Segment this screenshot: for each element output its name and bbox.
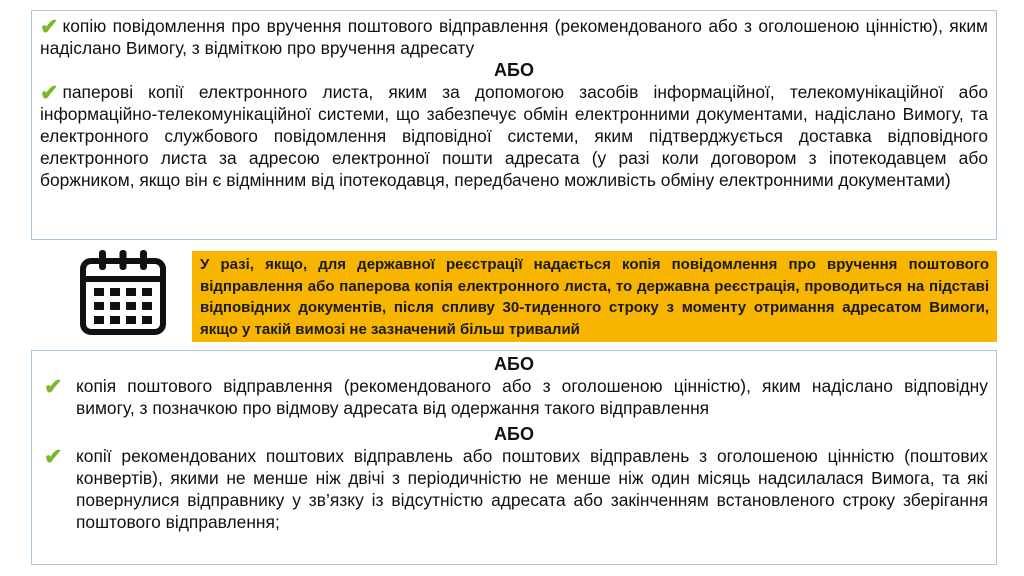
top-item-2-text: паперові копії електронного листа, яким за допомогою засобів інформаційної, телекомунікаційної або інформаційно-телекомунікаційної системи, що забезпечує обмін електронними документами, надіслано Вимогу, та електронного службового повідомлення відповідної системи, яким підтверджується доставка відповідного електронного листа за адресою електронної пошти адресата (у разі коли договором з іпотекодавцем або боржником, якщо він є відмінним від іпотекодавця, передбачено можливість обміну електронними документами) <box>40 82 988 190</box>
check-icon: ✔ <box>40 80 59 105</box>
check-icon: ✔ <box>44 444 63 469</box>
bottom-item-2-text: копії рекомендованих поштових відправлень або поштових відправлень з оголошеною цінністю (поштових конвертів), якими не менше ніж двічі з періодичністю не менше ніж один місяць надсилалася Вимога, та які повернулися відправнику у зв’язку із відсутністю адресата або закінченням встановленого строку зберігання поштового відправлення; <box>76 446 988 532</box>
bottom-item-2 <box>40 445 988 533</box>
bottom-item-1-text: копія поштового відправлення (рекомендованого або з оголошеною цінністю), яким надіслано відповідну вимогу, з позначкою про відмову адресата від одержання такого відправлення <box>76 376 988 418</box>
top-item-2 <box>40 81 988 191</box>
bottom-requirements-box <box>31 350 997 565</box>
top-or-heading: АБО <box>494 60 534 80</box>
bottom-or-heading-1: АБО <box>494 354 534 374</box>
calendar-icon <box>78 247 168 337</box>
bottom-item-1 <box>40 375 988 419</box>
top-item-1 <box>40 15 988 59</box>
check-icon: ✔ <box>44 374 63 399</box>
top-item-1-text: копію повідомлення про вручення поштового відправлення (рекомендованого або з оголошеною цінністю), яким надіслано Вимогу, з відміткою про вручення адресату <box>40 16 988 58</box>
top-requirements-box <box>31 10 997 240</box>
check-icon: ✔ <box>40 14 59 39</box>
notice-box: У разі, якщо, для державної реєстрації надається копія повідомлення про вручення поштового відправлення або паперова копія електронного листа, то державна реєстрація, проводиться на підставі відповідних документів, після спливу 30-тиденного строку з моменту отримання адресатом Вимоги, якщо у такій вимозі не зазначений більш тривалий <box>192 251 997 342</box>
bottom-or-heading-2: АБО <box>494 424 534 444</box>
